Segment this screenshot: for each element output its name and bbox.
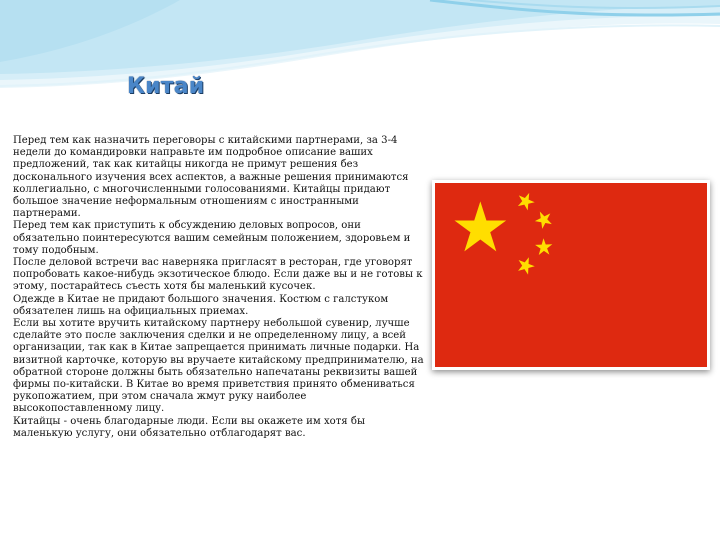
slide-body <box>13 135 425 440</box>
china-flag-icon <box>435 183 707 367</box>
paragraph: После деловой встречи вас наверняка пригласят в ресторан, где уговорят попробовать какое-нибудь экзотическое блюдо. Если даже вы и не готовы к этому, постарайтесь съесть хотя бы маленький кусочек. <box>13 257 423 293</box>
paragraph: Китайцы - очень благодарные люди. Если вы окажете им хотя бы маленькую услугу, они обязательно отблагодарят вас. <box>13 415 365 439</box>
slide-title: Китай <box>127 74 205 99</box>
paragraph: Если вы хотите вручить китайскому партнеру небольшой сувенир, лучше сделайте это после заключения сделки и не определенному лицу, а всей организации, так как в Китае запрещается принимать личные подарки. На визитной карточке, которую вы вручаете китайскому предпринимателю, на обратной стороне должны быть обязательно напечатаны реквизиты вашей фирмы по-китайски. В Китае во время приветствия принято обмениваться рукопожатием, при этом сначала жмут руку наиболее высокопоставленному лицу. <box>13 318 424 415</box>
china-flag-image <box>432 180 710 370</box>
paragraph: Одежде в Китае не придают большого значения. Костюм с галстуком обязателен лишь на официальных приемах. <box>13 293 389 317</box>
paragraph: Перед тем как приступить к обсуждению деловых вопросов, они обязательно поинтересуются вашим семейным положением, здоровьем и тому подобным. <box>13 220 411 256</box>
paragraph: Перед тем как назначить переговоры с китайскими партнерами, за 3-4 недели до командировки направьте им подробное описание ваших предложений, так как китайцы никогда не примут решения без досконального изучения всех аспектов, а важные решения принимаются коллегиально, с многочисленными голосованиями. Китайцы придают большое значение неформальным отношениям с иностранными партнерами. <box>13 135 409 220</box>
header-wave-decoration <box>0 0 720 120</box>
